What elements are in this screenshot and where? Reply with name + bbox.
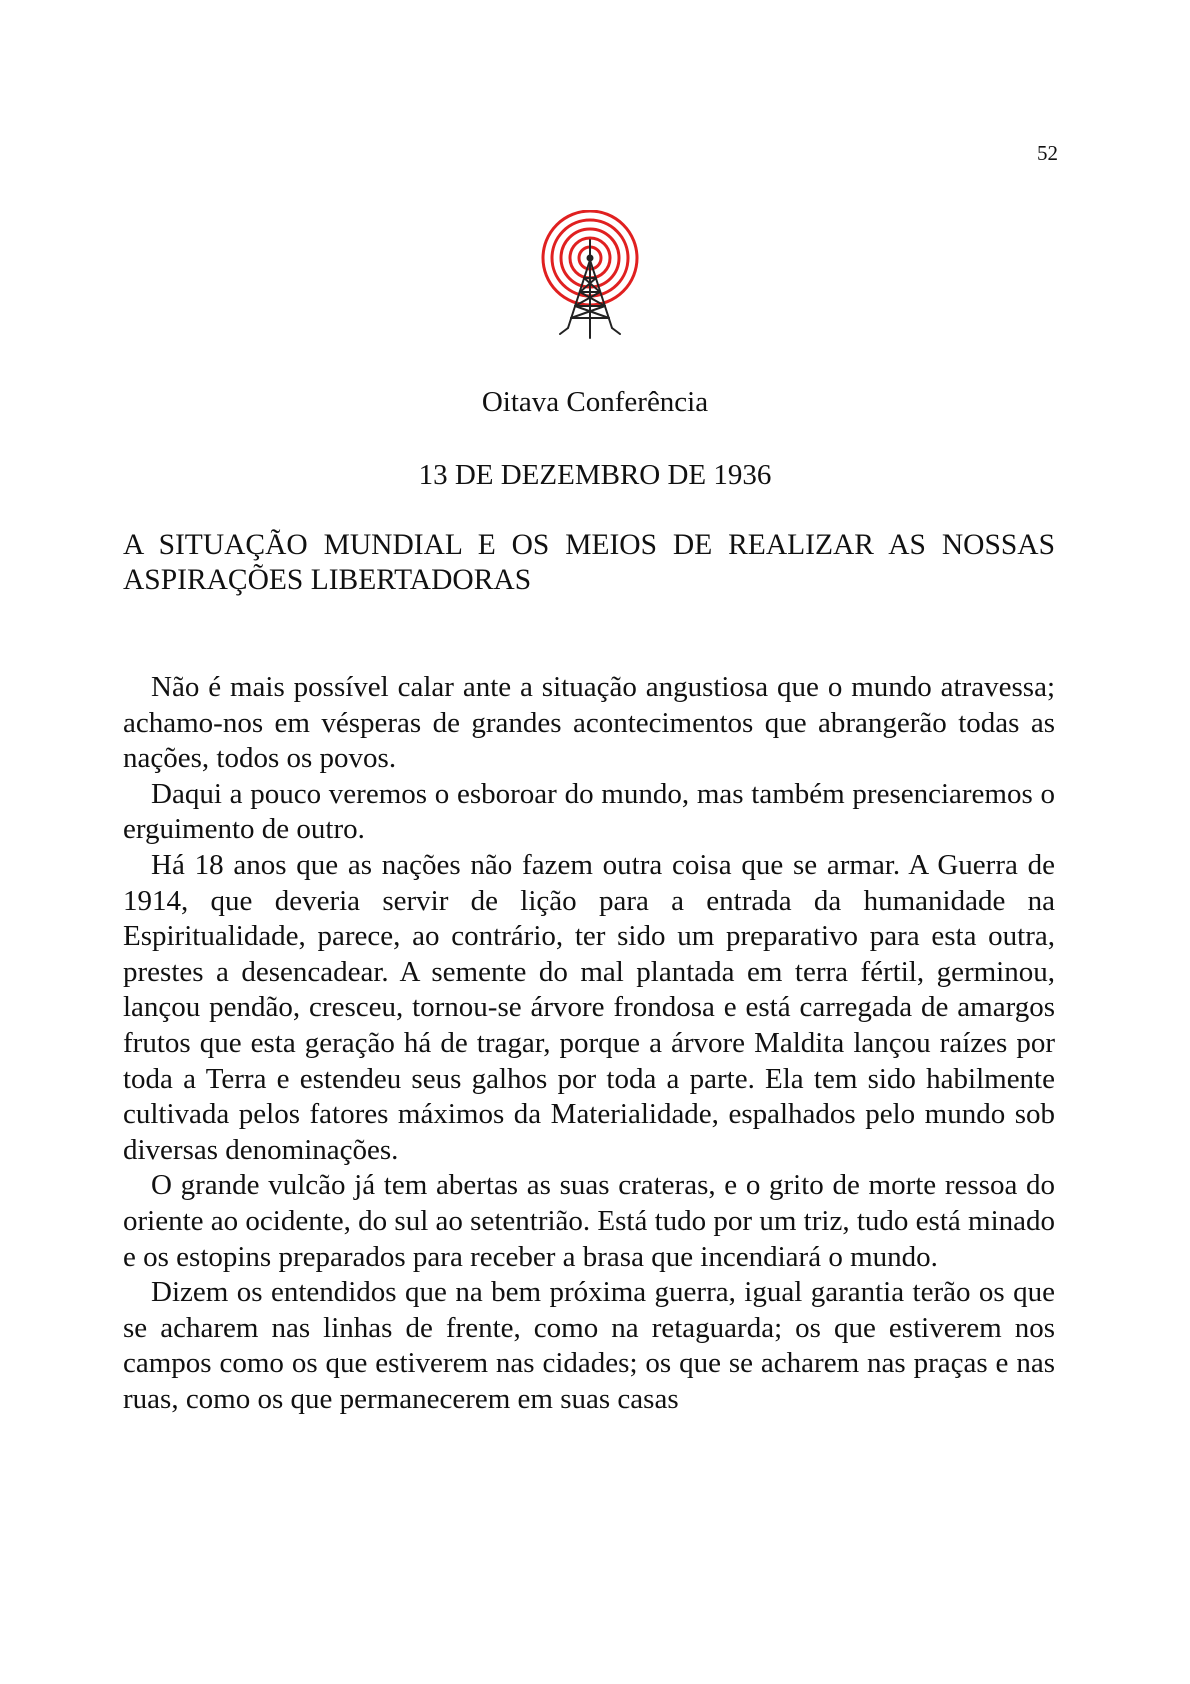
paragraph: Daqui a pouco veremos o esboroar do mundo, mas também presenciaremos o erguimento de outro.: [123, 777, 1055, 846]
conference-date: 13 DE DEZEMBRO DE 1936: [418, 459, 772, 491]
lecture-heading: A SITUAÇÃO MUNDIAL E OS MEIOS DE REALIZAR AS NOSSAS ASPIRAÇÕES LIBERTADORAS: [123, 529, 1055, 596]
page-number: 52: [1037, 141, 1058, 165]
body-text: [123, 670, 1055, 1417]
paragraph: O grande vulcão já tem abertas as suas crateras, e o grito de morte ressoa do oriente ao ocidente, do sul ao setentrião. Está tudo por um triz, tudo está minado e os estopins preparados para receber a brasa que incendiará o mundo.: [123, 1169, 1055, 1273]
paragraph: Dizem os entendidos que na bem próxima guerra, igual garantia terão os que se acharem nas linhas de frente, como na retaguarda; os que estiverem nos campos como os que estiverem nas cidades; os que se acharem nas praças e nas ruas, como os que permanecerem em suas casas: [123, 1276, 1055, 1415]
radio-tower-icon: [538, 210, 648, 345]
paragraph: Não é mais possível calar ante a situação angustiosa que o mundo atravessa; achamo-nos em vésperas de grandes acontecimentos que abrangerão todas as nações, todos os povos.: [123, 671, 1055, 775]
paragraph: Há 18 anos que as nações não fazem outra coisa que se armar. A Guerra de 1914, que deveria servir de lição para a entrada da humanidade na Espiritualidade, parece, ao contrário, ter sido um preparativo para esta outra, prestes a desencadear. A semente do mal plantada em terra fértil, germinou, lançou pendão, cresceu, tornou-se árvore frondosa e está carregada de amargos frutos que esta geração há de tragar, porque a árvore Maldita lançou raízes por toda a Terra e estendeu seus galhos por toda a parte. Ela tem sido habilmente cultivada pelos fatores máximos da Materialidade, espalhados pelo mundo sob diversas denominações.: [123, 848, 1055, 1166]
conference-title: Oitava Conferência: [481, 386, 709, 418]
